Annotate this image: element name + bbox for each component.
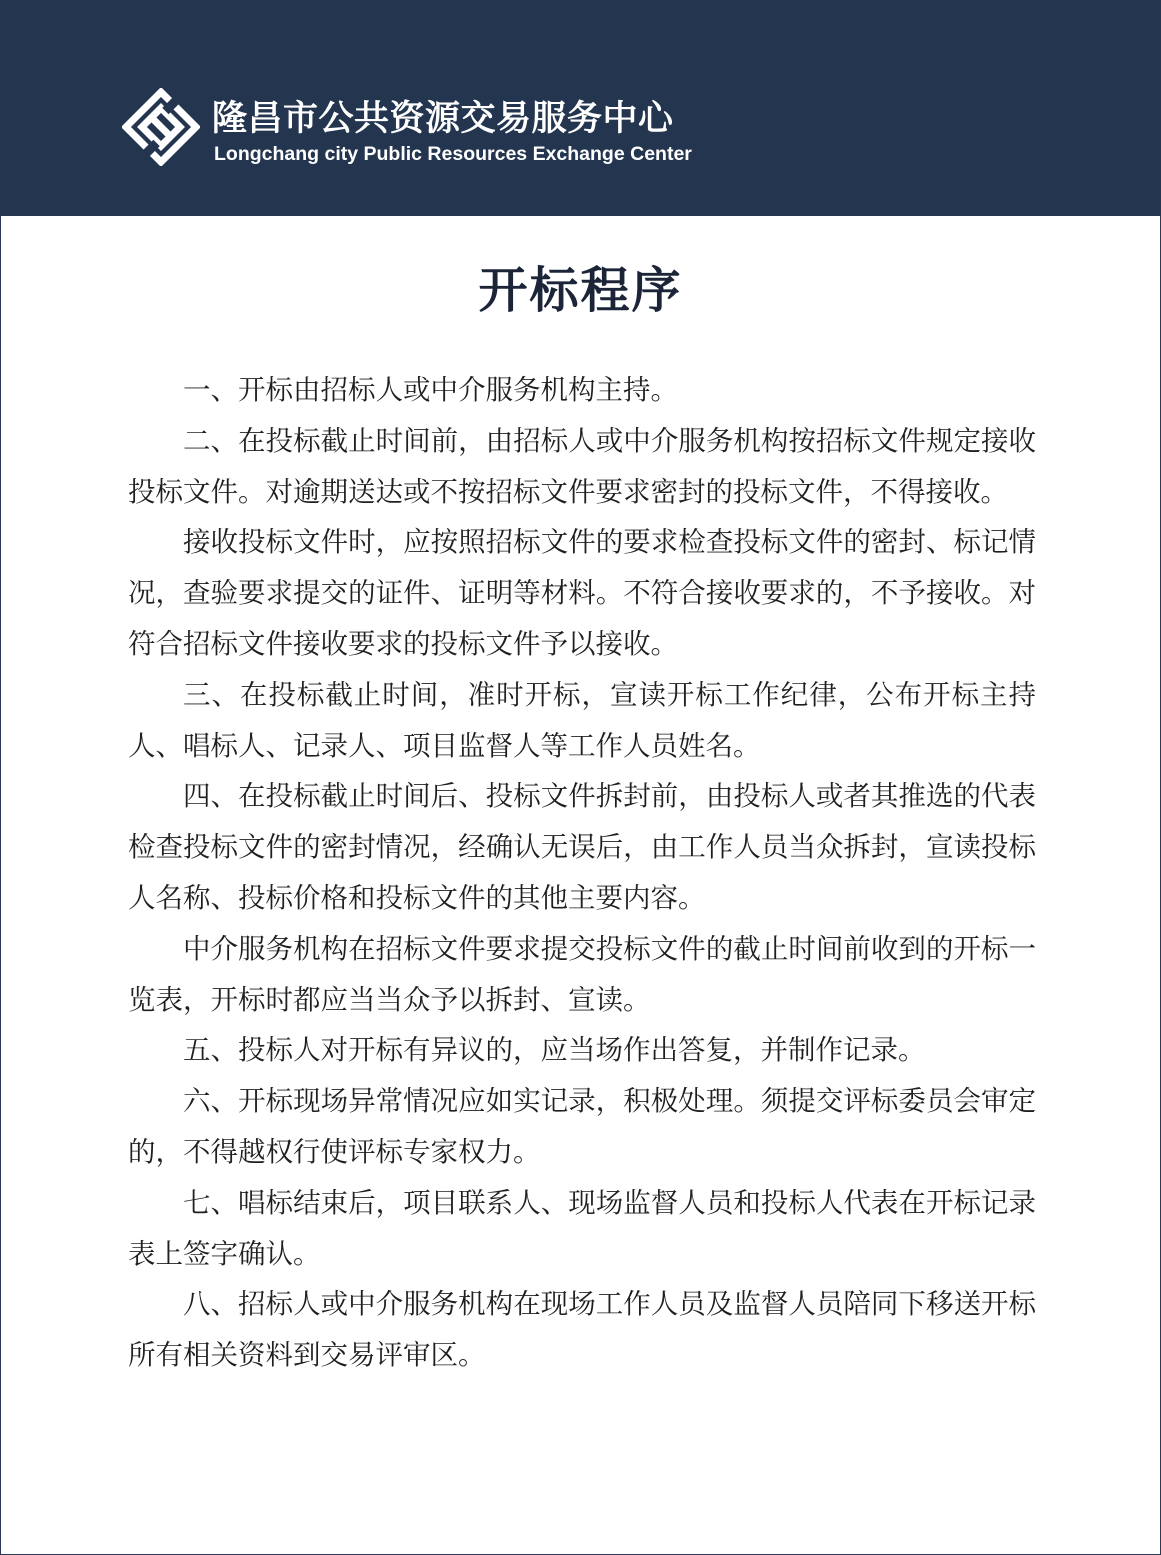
org-name-chinese: 隆昌市公共资源交易服务中心 <box>212 99 674 139</box>
interlocking-diamond-logo-icon <box>122 88 200 166</box>
paragraph-2: 二、在投标截止时间前，由招标人或中介服务机构按招标文件规定接收投标文件。对逾期送达或不按招标文件要求密封的投标文件，不得接收。 <box>128 424 1036 508</box>
document-body <box>128 365 1036 1381</box>
org-name-english: Longchang city Public Resources Exchange Center <box>214 143 692 165</box>
paragraph-10: 八、招标人或中介服务机构在现场工作人员及监督人员陪同下移送开标所有相关资料到交易评审区。 <box>128 1288 1036 1372</box>
document-title: 开标程序 <box>478 262 683 319</box>
paragraph-8: 六、开标现场异常情况应如实记录，积极处理。须提交评标委员会审定的，不得越权行使评标专家权力。 <box>128 1085 1036 1168</box>
header-band <box>0 0 1161 216</box>
paragraph-3: 接收投标文件时，应按照招标文件的要求检查投标文件的密封、标记情况，查验要求提交的证件、证明等材料。不符合接收要求的，不予接收。对符合招标文件接收要求的投标文件予以接收。 <box>128 526 1036 660</box>
paragraph-6: 中介服务机构在招标文件要求提交投标文件的截止时间前收到的开标一览表，开标时都应当当众予以拆封、宣读。 <box>128 932 1036 1016</box>
paragraph-5: 四、在投标截止时间后、投标文件拆封前，由投标人或者其推选的代表检查投标文件的密封情况，经确认无误后，由工作人员当众拆封，宣读投标人名称、投标价格和投标文件的其他主要内容。 <box>128 780 1036 914</box>
paragraph-4: 三、在投标截止时间，准时开标，宣读开标工作纪律，公布开标主持人、唱标人、记录人、项目监督人等工作人员姓名。 <box>128 678 1036 762</box>
paragraph-7: 五、投标人对开标有异议的，应当场作出答复，并制作记录。 <box>183 1034 926 1067</box>
paragraph-1: 一、开标由招标人或中介服务机构主持。 <box>183 374 678 406</box>
paragraph-9: 七、唱标结束后，项目联系人、现场监督人员和投标人代表在开标记录表上签字确认。 <box>128 1186 1036 1270</box>
